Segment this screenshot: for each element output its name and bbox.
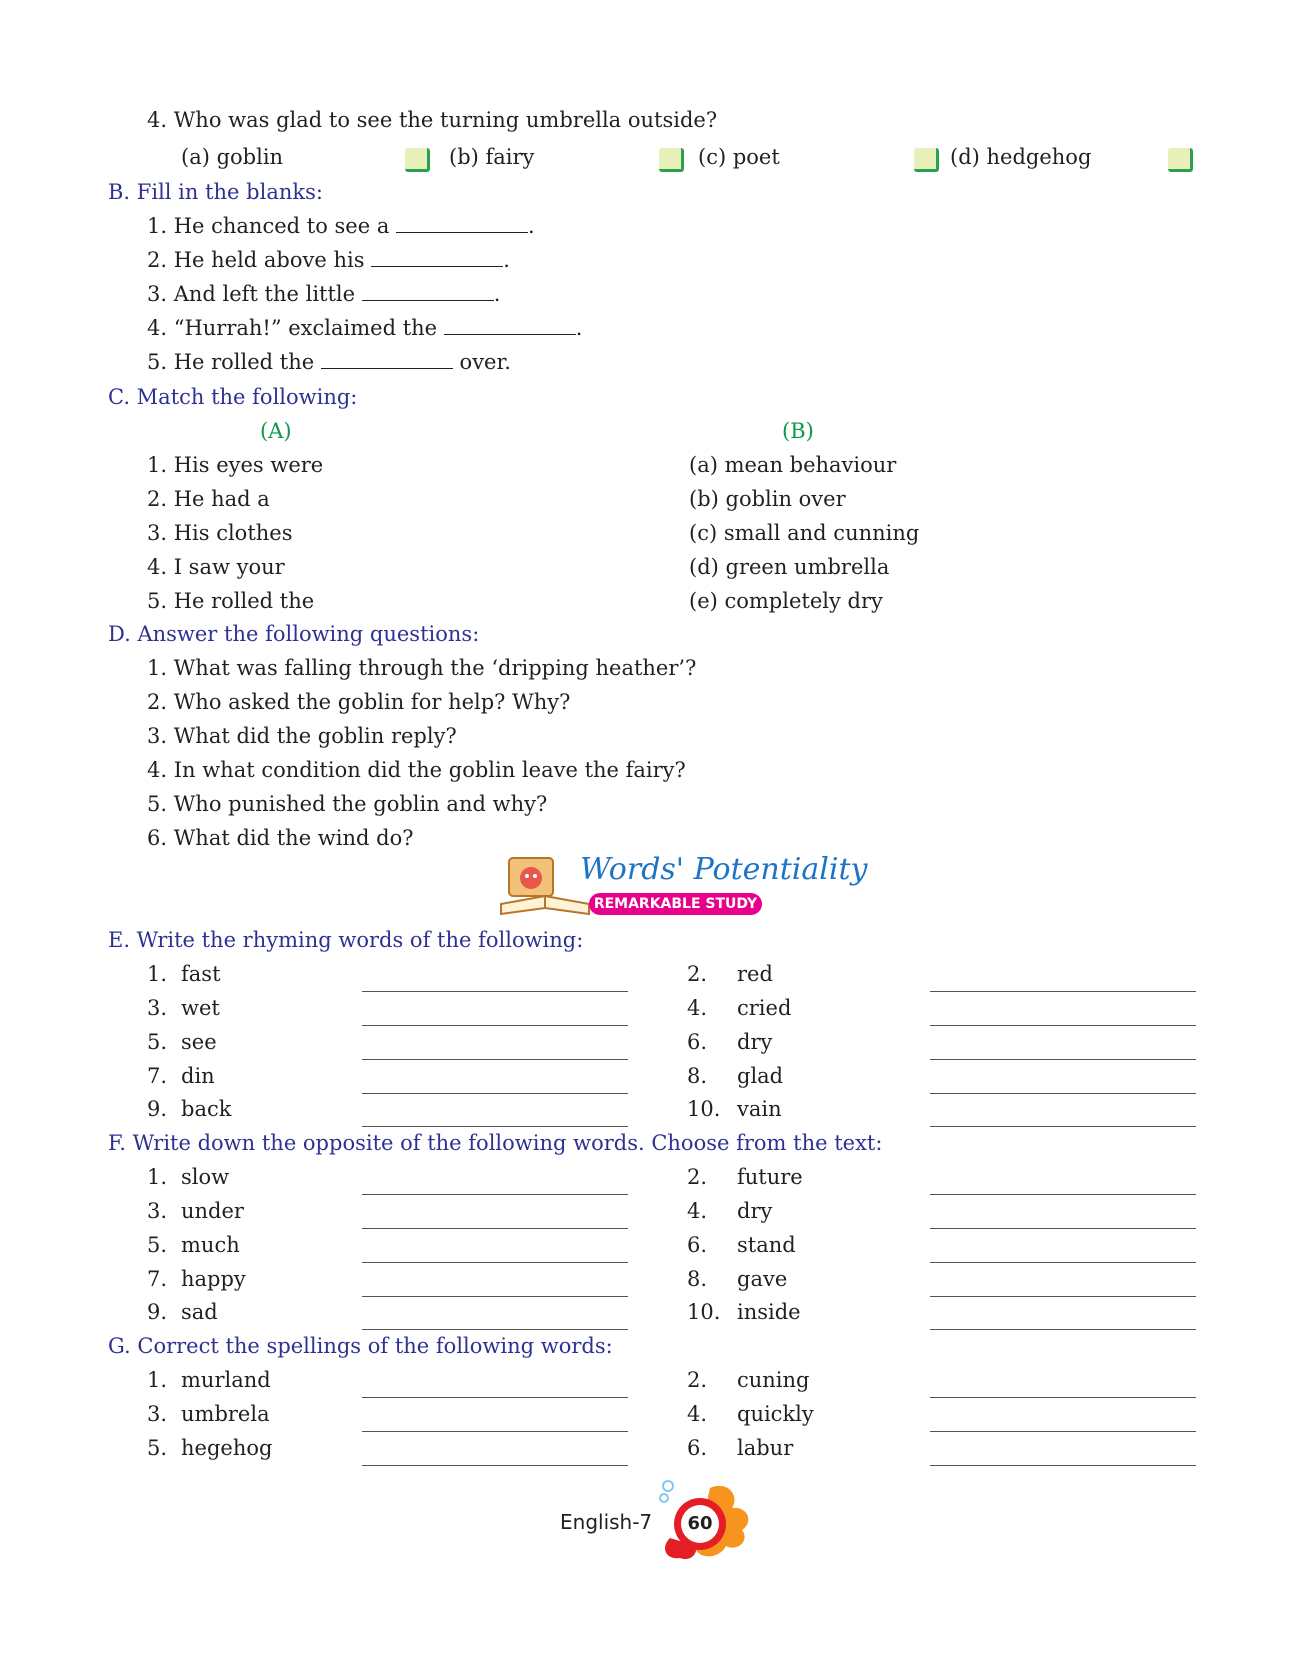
option-a: (a) goblin bbox=[181, 145, 284, 169]
opposite-right-4: 4. dry bbox=[687, 1199, 773, 1223]
opposite-right-8: 8. gave bbox=[687, 1267, 788, 1291]
answer-line[interactable] bbox=[362, 1296, 628, 1297]
answer-line[interactable] bbox=[930, 1262, 1196, 1263]
answer-line[interactable] bbox=[362, 991, 628, 992]
answer-line[interactable] bbox=[362, 1025, 628, 1026]
rhyme-right-6: 6. dry bbox=[687, 1030, 773, 1054]
checkbox-b[interactable] bbox=[659, 148, 684, 172]
answer-line[interactable] bbox=[362, 1329, 628, 1330]
match-right-e: (e) completely dry bbox=[689, 589, 883, 613]
checkbox-c[interactable] bbox=[914, 148, 939, 172]
rhyme-left-9: 9. back bbox=[147, 1097, 232, 1121]
rhyme-right-4: 4. cried bbox=[687, 996, 792, 1020]
answer-line[interactable] bbox=[362, 1093, 628, 1094]
answer-line[interactable] bbox=[362, 1194, 628, 1195]
answer-line[interactable] bbox=[930, 1025, 1196, 1026]
section-d-heading: D. Answer the following questions: bbox=[108, 622, 480, 646]
blank-item-5: 5. He rolled the over. bbox=[147, 350, 511, 374]
rhyme-right-8: 8. glad bbox=[687, 1064, 784, 1088]
option-b: (b) fairy bbox=[449, 145, 535, 169]
blank-item-2: 2. He held above his . bbox=[147, 248, 510, 272]
question-d2: 2. Who asked the goblin for help? Why? bbox=[147, 690, 571, 714]
answer-line[interactable] bbox=[930, 1329, 1196, 1330]
answer-line[interactable] bbox=[930, 1126, 1196, 1127]
question-d5: 5. Who punished the goblin and why? bbox=[147, 792, 548, 816]
question-d6: 6. What did the wind do? bbox=[147, 826, 414, 850]
answer-line[interactable] bbox=[362, 1397, 628, 1398]
opposite-left-3: 3. under bbox=[147, 1199, 244, 1223]
opposite-left-9: 9. sad bbox=[147, 1300, 218, 1324]
answer-line[interactable] bbox=[930, 1465, 1196, 1466]
match-left-4: 4. I saw your bbox=[147, 555, 285, 579]
question-d3: 3. What did the goblin reply? bbox=[147, 724, 457, 748]
answer-line[interactable] bbox=[362, 1262, 628, 1263]
spelling-left-1: 1. murland bbox=[147, 1368, 271, 1392]
answer-line[interactable] bbox=[362, 1228, 628, 1229]
section-f-heading: F. Write down the opposite of the following words. Choose from the text: bbox=[108, 1131, 883, 1155]
answer-line[interactable] bbox=[930, 1296, 1196, 1297]
opposite-right-2: 2. future bbox=[687, 1165, 803, 1189]
match-right-b: (b) goblin over bbox=[689, 487, 846, 511]
section-b-heading: B. Fill in the blanks: bbox=[108, 180, 323, 204]
rhyme-left-1: 1. fast bbox=[147, 962, 221, 986]
rhyme-left-3: 3. wet bbox=[147, 996, 220, 1020]
section-g-heading: G. Correct the spellings of the following words: bbox=[108, 1334, 613, 1358]
column-b-label: (B) bbox=[782, 419, 814, 443]
answer-line[interactable] bbox=[930, 1059, 1196, 1060]
match-left-1: 1. His eyes were bbox=[147, 453, 324, 477]
spelling-right-2: 2. cuning bbox=[687, 1368, 810, 1392]
checkbox-d[interactable] bbox=[1168, 148, 1193, 172]
answer-line[interactable] bbox=[930, 1194, 1196, 1195]
banner-title: Words' Potentiality bbox=[580, 852, 868, 887]
match-right-a: (a) mean behaviour bbox=[689, 453, 897, 477]
answer-line[interactable] bbox=[930, 1228, 1196, 1229]
option-c: (c) poet bbox=[698, 145, 780, 169]
blank-item-1: 1. He chanced to see a . bbox=[147, 214, 535, 238]
section-e-heading: E. Write the rhyming words of the following: bbox=[108, 928, 584, 952]
opposite-left-7: 7. happy bbox=[147, 1267, 246, 1291]
rhyme-right-10: 10. vain bbox=[687, 1097, 782, 1121]
answer-line[interactable] bbox=[362, 1126, 628, 1127]
section-c-heading: C. Match the following: bbox=[108, 385, 358, 409]
question-4: 4. Who was glad to see the turning umbrella outside? bbox=[147, 108, 718, 132]
match-right-d: (d) green umbrella bbox=[689, 555, 890, 579]
column-a-label: (A) bbox=[260, 419, 292, 443]
opposite-left-1: 1. slow bbox=[147, 1165, 230, 1189]
answer-line[interactable] bbox=[362, 1431, 628, 1432]
answer-line[interactable] bbox=[930, 1093, 1196, 1094]
spelling-left-5: 5. hegehog bbox=[147, 1436, 273, 1460]
rhyme-left-7: 7. din bbox=[147, 1064, 215, 1088]
book-title: English-7 bbox=[560, 1510, 653, 1534]
answer-line[interactable] bbox=[930, 1431, 1196, 1432]
opposite-left-5: 5. much bbox=[147, 1233, 240, 1257]
option-d: (d) hedgehog bbox=[950, 145, 1092, 169]
blank-item-3: 3. And left the little . bbox=[147, 282, 501, 306]
match-left-3: 3. His clothes bbox=[147, 521, 293, 545]
match-left-5: 5. He rolled the bbox=[147, 589, 315, 613]
answer-line[interactable] bbox=[930, 991, 1196, 992]
match-left-2: 2. He had a bbox=[147, 487, 270, 511]
spelling-left-3: 3. umbrela bbox=[147, 1402, 270, 1426]
page-number: 60 bbox=[687, 1513, 713, 1534]
opposite-right-6: 6. stand bbox=[687, 1233, 796, 1257]
spelling-right-4: 4. quickly bbox=[687, 1402, 814, 1426]
rhyme-right-2: 2. red bbox=[687, 962, 773, 986]
match-right-c: (c) small and cunning bbox=[689, 521, 920, 545]
rhyme-left-5: 5. see bbox=[147, 1030, 217, 1054]
answer-line[interactable] bbox=[930, 1397, 1196, 1398]
spelling-right-6: 6. labur bbox=[687, 1436, 794, 1460]
banner-badge: REMARKABLE STUDY bbox=[589, 893, 762, 915]
answer-line[interactable] bbox=[362, 1465, 628, 1466]
question-d4: 4. In what condition did the goblin leave the fairy? bbox=[147, 758, 686, 782]
checkbox-a[interactable] bbox=[405, 148, 430, 172]
blank-item-4: 4. “Hurrah!” exclaimed the . bbox=[147, 316, 583, 340]
question-d1: 1. What was falling through the ‘dripping heather’? bbox=[147, 656, 697, 680]
opposite-right-10: 10. inside bbox=[687, 1300, 801, 1324]
answer-line[interactable] bbox=[362, 1059, 628, 1060]
